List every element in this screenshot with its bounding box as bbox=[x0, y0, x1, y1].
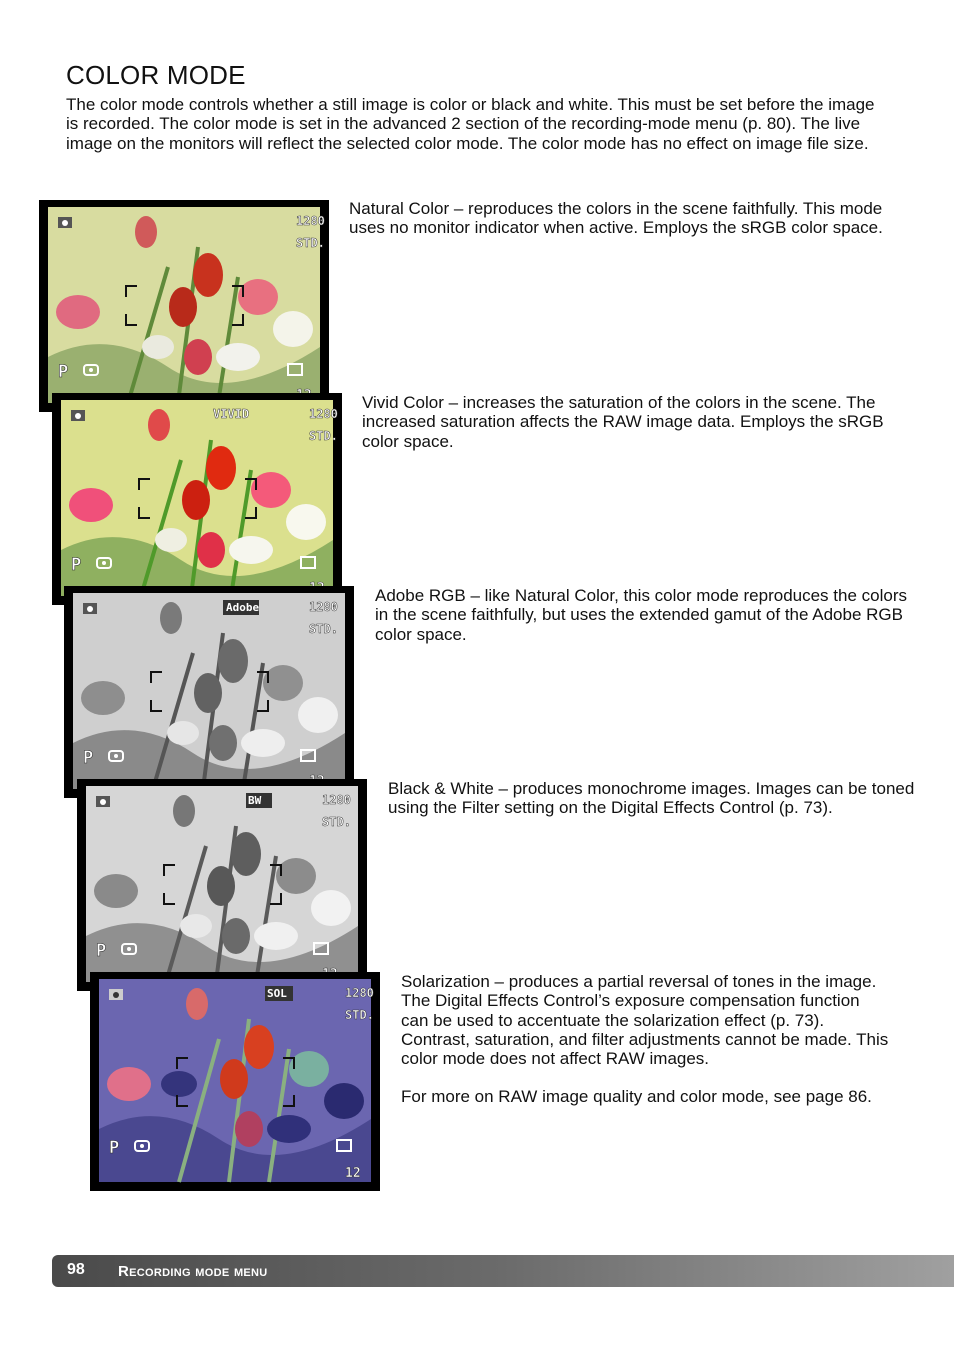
lcd-preview-vivid bbox=[52, 393, 342, 605]
camera-icon bbox=[58, 217, 72, 228]
lcd-preview-adobe bbox=[64, 586, 354, 798]
mode-description-text: Natural Color – reproduces the colors in the scene faithfully. This mode uses no monitor indicator when active. Employs the sRGB color space. bbox=[349, 199, 883, 238]
monitor-image bbox=[61, 400, 338, 596]
camera-icon bbox=[109, 989, 123, 1000]
monitor-image bbox=[48, 207, 325, 403]
color-mode-indicator: Adobe bbox=[226, 601, 260, 614]
quality-indicator: STD. bbox=[345, 1008, 374, 1022]
program-mode-indicator: P bbox=[58, 362, 69, 382]
color-mode-indicator: VIVID bbox=[213, 407, 250, 421]
mode-description-text: Vivid Color – increases the saturation of the colors in the scene. The increased saturation affects the RAW image data. Employs the sRGB color space. bbox=[362, 393, 884, 451]
mode-description-natural bbox=[349, 199, 889, 238]
lcd-preview-natural bbox=[39, 200, 329, 412]
lcd-preview-black-white bbox=[77, 779, 367, 991]
monitor-image bbox=[73, 593, 345, 789]
resolution-indicator: 1280 bbox=[296, 214, 325, 228]
section-title: Recording mode menu bbox=[118, 1263, 268, 1280]
mode-description-text: Solarization – produces a partial reversal of tones in the image. The Digital Effects Control’s exposure compensation function can be used to accentuate the solarization effect (p. 73). Contrast, saturation, and filter adjustments cannot be made. This color mode does not affect RAW images. bbox=[401, 972, 889, 1069]
program-mode-indicator: P bbox=[83, 748, 94, 768]
program-mode-indicator: P bbox=[109, 1138, 120, 1158]
monitor-image bbox=[99, 979, 374, 1182]
page-footer bbox=[52, 1255, 954, 1287]
quality-indicator: STD. bbox=[309, 622, 338, 636]
page-title: COLOR MODE bbox=[66, 60, 246, 90]
quality-indicator: STD. bbox=[322, 815, 351, 829]
camera-icon bbox=[83, 603, 97, 614]
camera-icon bbox=[96, 796, 110, 807]
mode-description-vivid bbox=[362, 393, 902, 451]
mode-description-text: Adobe RGB – like Natural Color, this color mode reproduces the colors in the scene faithfully, but uses the extended gamut of the Adobe RGB color space. bbox=[375, 586, 907, 644]
mode-description-solarization bbox=[401, 972, 889, 1107]
monitor-image bbox=[86, 786, 358, 982]
mode-description-text: Black & White – produces monochrome images. Images can be toned using the Filter setting on the Digital Effects Control (p. 73). bbox=[388, 779, 915, 818]
color-mode-indicator: BW bbox=[248, 794, 262, 807]
resolution-indicator: 1280 bbox=[322, 793, 351, 807]
quality-indicator: STD. bbox=[309, 429, 338, 443]
quality-indicator: STD. bbox=[296, 236, 325, 250]
resolution-indicator: 1280 bbox=[345, 986, 374, 1000]
raw-reference-note: For more on RAW image quality and color mode, see page 86. bbox=[401, 1087, 872, 1107]
mode-description-adobe bbox=[375, 586, 915, 644]
program-mode-indicator: P bbox=[96, 941, 107, 961]
resolution-indicator: 1280 bbox=[309, 600, 338, 614]
camera-icon bbox=[71, 410, 85, 421]
intro-paragraph: The color mode controls whether a still image is color or black and white. This must be set before the image is recorded. The color mode is set in the advanced 2 section of the recording-mode menu (p. 80). The live image on the monitors will reflect the selected color mode. The color mode has no effect on image file size. bbox=[66, 95, 875, 153]
page-number: 98 bbox=[67, 1261, 85, 1278]
color-mode-indicator: SOL bbox=[267, 987, 287, 1000]
program-mode-indicator: P bbox=[71, 555, 82, 575]
frame-counter: 12 bbox=[345, 1166, 361, 1181]
resolution-indicator: 1280 bbox=[309, 407, 338, 421]
mode-description-black-white bbox=[388, 779, 928, 818]
lcd-preview-solarization bbox=[90, 972, 380, 1191]
